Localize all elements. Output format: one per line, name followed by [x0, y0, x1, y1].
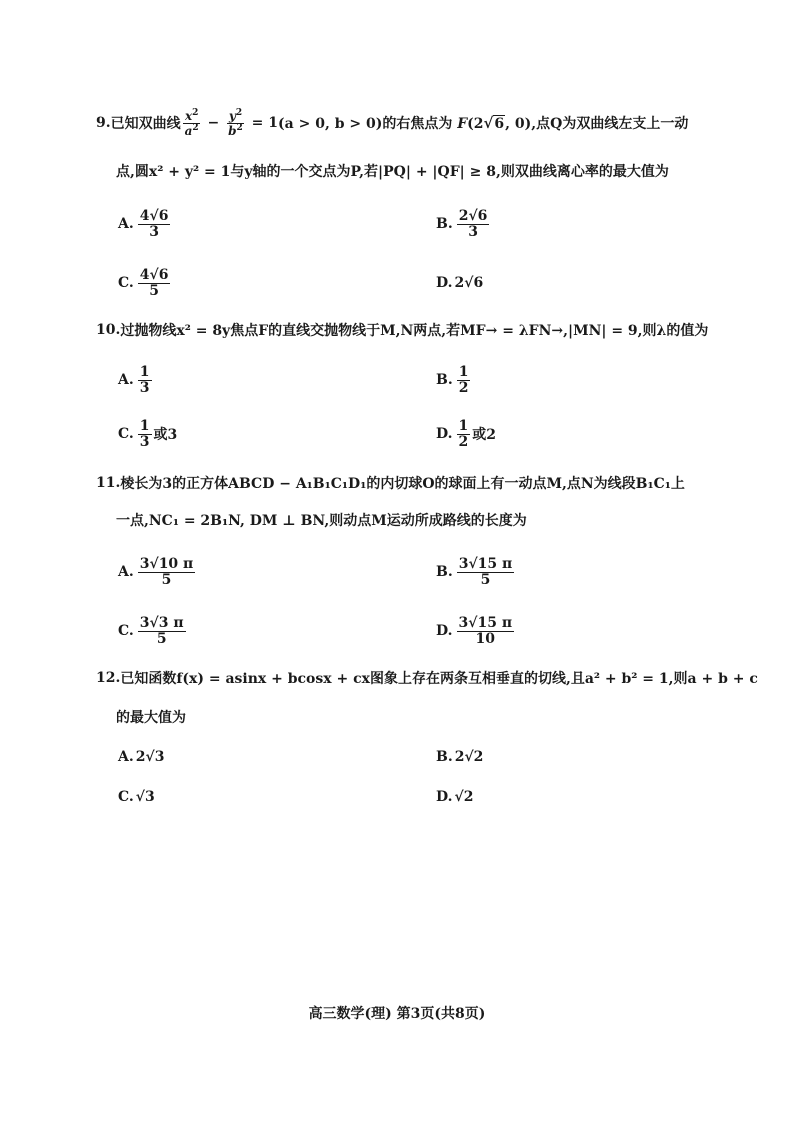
- q10-option-c: C. $\frac{1}{3}$ 或3: [118, 417, 178, 450]
- q12-option-d: D. √2: [436, 789, 474, 805]
- page-footer: 高三数学(理) 第3页(共8页): [308, 1006, 486, 1022]
- q10-stem-text: 过抛物线x² = 8y焦点F的直线交抛物线于M,N两点,若MF→ = λFN→,|MN| = 9,则λ的值为: [120, 323, 709, 339]
- q10-option-d: D. $\frac{1}{2}$ 或2: [436, 417, 497, 450]
- q9-option-a: A. $\frac{4√6}{3}$: [118, 207, 169, 240]
- q9-option-b: B. $\frac{2√6}{3}$: [436, 207, 488, 240]
- q9-stem-b: (a > 0, b > 0)的右焦点为: [278, 116, 453, 132]
- q9-stem-line1: 9. 已知双曲线 $\frac{x^2}{a^2}$ − $\frac{y^2}{b^2}$ = 1 (a > 0, b > 0)的右焦点为 F(2 √ 6 , 0) ,点Q为双曲线左支上一动: [96, 107, 689, 138]
- q12-stem-line1: [96, 657, 758, 699]
- q12-option-c: C. √3: [118, 789, 155, 805]
- q11-option-b: B. $\frac{3√15 \pi}{5}$: [436, 555, 513, 588]
- q9-stem-a: 已知双曲线: [110, 116, 181, 132]
- q10-stem: [96, 309, 708, 351]
- q11-number: 11.: [96, 475, 121, 491]
- q9-stem-c: ,点Q为双曲线左支上一动: [531, 116, 689, 132]
- q9-option-d: D. 2√6: [436, 275, 484, 291]
- q12-option-a: A. 2√3: [118, 749, 165, 765]
- q12-stem-line2: 的最大值为: [116, 710, 186, 726]
- q11-option-a: A. $\frac{3√10 \pi}{5}$: [118, 555, 194, 588]
- q10-number: 10.: [96, 322, 121, 338]
- q12-number: 12.: [96, 670, 121, 686]
- q9-y-frac: $\frac{y^2}{b^2}$: [228, 107, 243, 138]
- q9-focus: F(2 √ 6 , 0): [457, 114, 532, 132]
- q11-stem-line1: [96, 462, 685, 504]
- q12-option-b: B. 2√2: [436, 749, 484, 765]
- q10-option-b: B. $\frac{1}{2}$: [436, 363, 469, 396]
- q10-option-a: A. $\frac{1}{3}$: [118, 363, 150, 396]
- q11-stem-text: 棱长为3的正方体ABCD − A₁B₁C₁D₁的内切球O的球面上有一动点M,点N为线段B₁C₁上: [120, 476, 685, 492]
- q11-option-c: C. $\frac{3√3 \pi}{5}$: [118, 614, 184, 647]
- q9-option-c: C. $\frac{4√6}{5}$: [118, 266, 169, 299]
- q9-stem-line2: 点,圆x² + y² = 1与y轴的一个交点为P,若|PQ| + |QF| ≥ 8,则双曲线离心率的最大值为: [116, 164, 669, 180]
- q11-option-d: D. $\frac{3√15 \pi}{10}$: [436, 614, 513, 647]
- q9-number: 9.: [96, 115, 111, 131]
- q11-stem-line2: 一点,NC₁ = 2B₁N, DM ⊥ BN,则动点M运动所成路线的长度为: [116, 513, 527, 529]
- q9-x-frac: $\frac{x^2}{a^2}$: [184, 107, 199, 138]
- q12-stem-text: 已知函数f(x) = asinx + bcosx + cx图象上存在两条互相垂直的切线,且a² + b² = 1,则a + b + c: [120, 671, 758, 687]
